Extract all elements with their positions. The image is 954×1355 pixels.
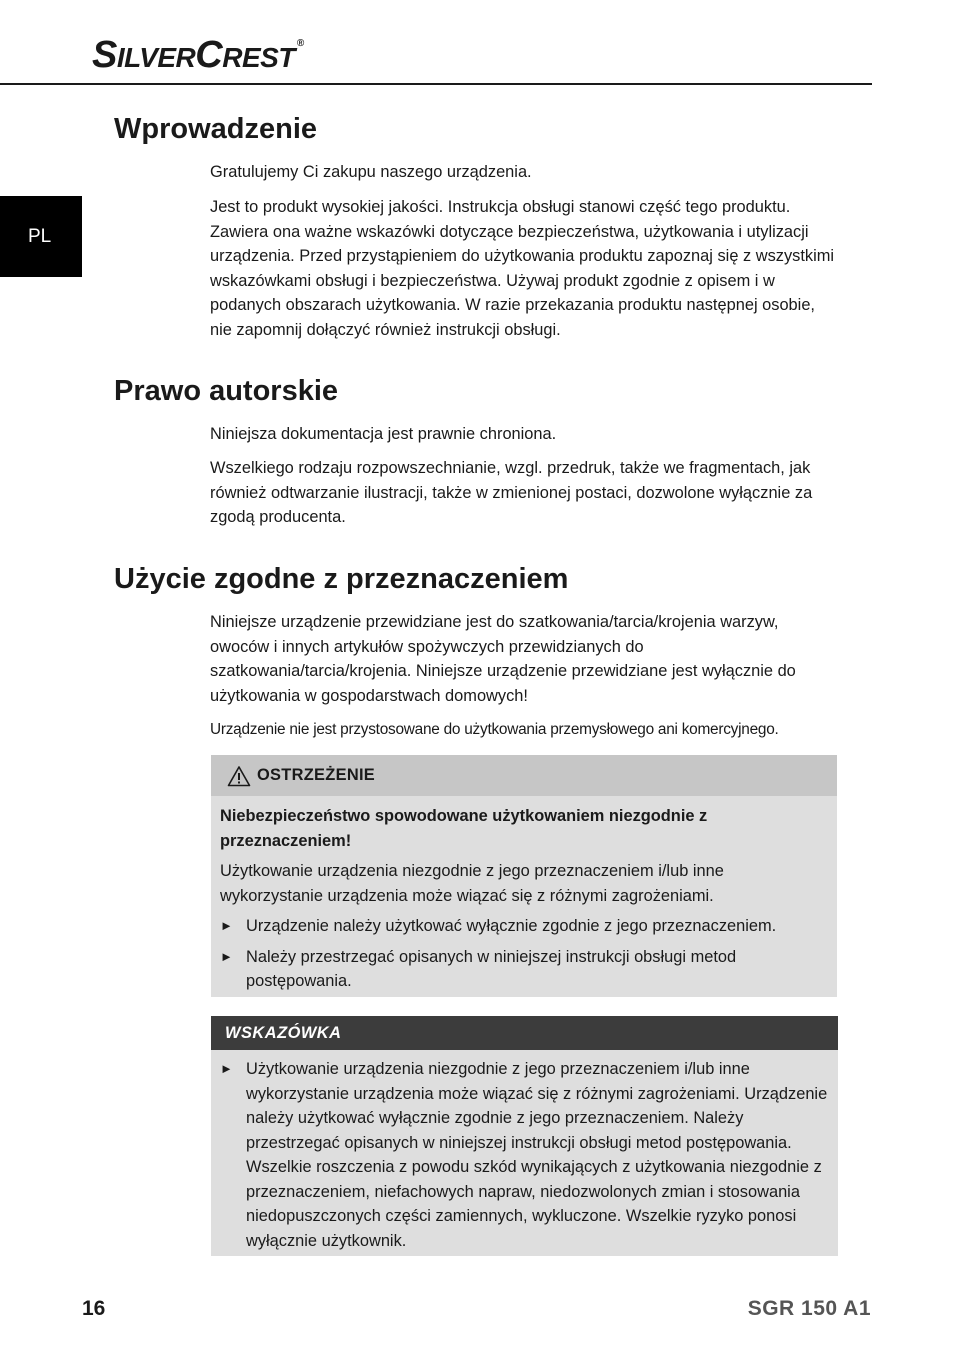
copyright-paragraph-2: Wszelkiego rodzaju rozpowszechnianie, wzgl. przedruk, także we fragmentach, jak również odtwarzanie ilustracji, także w zmienionej postaci, dozwolone wyłącznie za zgodą producenta. (210, 459, 813, 526)
copyright-paragraph-1: Niniejsza dokumentacja jest prawnie chroniona. (210, 425, 557, 443)
intended-use-paragraph-1: Niniejsze urządzenie przewidziane jest do szatkowania/tarcia/krojenia warzyw, owoców i innych artykułów spożywczych przewidzianych do szatkowania/tarcia/krojenia. Niniejsze urządzenie przewidziane jest wyłącznie do użytkowania w gospodarstwach domowych! (210, 613, 796, 705)
intro-paragraph-1: Gratulujemy Ci zakupu naszego urządzenia. (210, 163, 532, 181)
warning-header (211, 755, 837, 796)
logo-letter-c: C (195, 34, 223, 76)
registered-mark: ® (296, 38, 304, 49)
section-title-intro: Wprowadzenie (114, 113, 318, 145)
note-header (211, 1016, 838, 1050)
section-title-intended-use: Użycie zgodne z przeznaczeniem (114, 563, 569, 595)
warning-title: Niebezpieczeństwo spowodowane użytkowaniem niezgodnie z przeznaczeniem! (220, 807, 708, 850)
logo-text-ilver: ILVER (116, 42, 196, 73)
brand-logo (92, 34, 304, 77)
warning-bullet-text: Urządzenie należy użytkować wyłącznie zgodnie z jego przeznaczeniem. (246, 917, 777, 935)
warning-bullet (220, 945, 828, 994)
bullet-arrow-icon: ► (220, 948, 233, 964)
warning-box (211, 755, 837, 997)
page-number: 16 (82, 1297, 106, 1320)
warning-bullet-text: Należy przestrzegać opisanych w niniejszej instrukcji obsługi metod postępowania. (246, 947, 737, 990)
warning-triangle-icon (227, 765, 251, 787)
model-number: SGR 150 A1 (747, 1297, 871, 1320)
logo-letter-s: S (92, 34, 117, 76)
header-rule (0, 83, 872, 85)
bullet-arrow-icon: ► (220, 1061, 233, 1076)
logo-text-rest: REST (222, 42, 295, 73)
language-tab (0, 196, 82, 277)
note-body (211, 1050, 838, 1253)
language-code: PL (28, 225, 52, 247)
bullet-arrow-icon: ► (220, 918, 233, 933)
note-bullet (220, 1057, 829, 1253)
note-bullet-text: Użytkowanie urządzenia niezgodnie z jego przeznaczeniem i/lub inne wykorzystanie urządzenia może wiązać się z różnymi zagrożeniami. Urządzenie należy użytkować wyłącznie zgodnie z jego przeznaczeniem. Należy przestrzegać opisanych w niniejszej instrukcji obsługi metod postępowania. Wszelkie roszczenia z powodu szkód wynikających z użytkowania niezgodnie z przeznaczeniem, niefachowych napraw, niedozwolonych zmian i stosowania niedopuszczonych części zamiennych, wykluczone. Wszelkie ryzyko ponosi wyłącznie użytkownik. (246, 1060, 828, 1250)
note-box (211, 1016, 838, 1256)
note-label: WSKAZÓWKA (225, 1023, 342, 1042)
warning-label: OSTRZEŻENIE (257, 766, 376, 784)
intro-paragraph-2: Jest to produkt wysokiej jakości. Instrukcja obsługi stanowi część tego produktu. Zawiera ona ważne wskazówki dotyczące bezpieczeństwa, użytkowania i utylizacji urządzenia. Przed przystąpieniem do użytkowania produktu zapoznaj się z wszystkimi wskazówkami obsługi i bezpieczeństwa. Używaj produkt zgodnie z opisem i w podanych obszarach użytkowania. W razie przekazania produktu następnej osobie, nie zapomnij dołączyć również instrukcji obsługi. (210, 198, 835, 339)
warning-bullet (220, 914, 828, 939)
warning-text: Użytkowanie urządzenia niezgodnie z jego przeznaczeniem i/lub inne wykorzystanie urządzenia może wiązać się z różnymi zagrożeniami. (220, 862, 724, 905)
warning-body (211, 796, 837, 994)
section-title-copyright: Prawo autorskie (114, 375, 339, 407)
intended-use-paragraph-2: Urządzenie nie jest przystosowane do użytkowania przemysłowego ani komercyjnego. (210, 721, 779, 738)
